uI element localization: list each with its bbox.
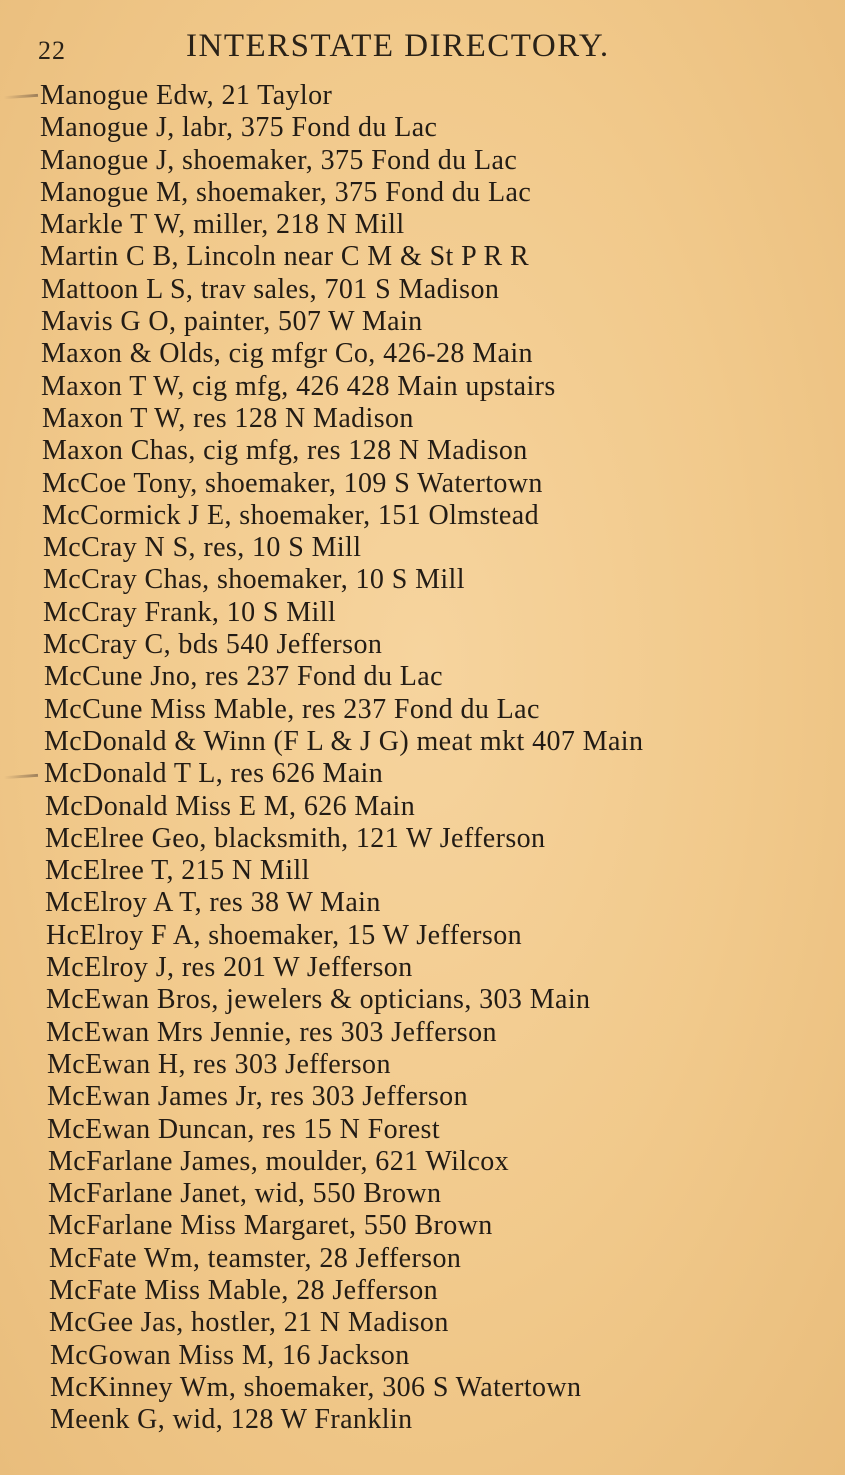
- directory-entry: Manogue J, labr, 375 Fond du Lac: [40, 112, 438, 144]
- directory-entry: McCray C, bds 540 Jefferson: [43, 629, 383, 661]
- directory-entry: Maxon T W, res 128 N Madison: [42, 402, 414, 434]
- directory-entry: McCray Chas, shoemaker, 10 S Mill: [43, 564, 465, 596]
- directory-entries: [0, 80, 845, 1436]
- directory-entry: McCoe Tony, shoemaker, 109 S Watertown: [42, 467, 543, 499]
- directory-entry: McElree Geo, blacksmith, 121 W Jefferson: [45, 822, 546, 854]
- directory-entry: McElroy A T, res 38 W Main: [45, 887, 381, 919]
- running-head: INTERSTATE DIRECTORY.: [186, 28, 610, 64]
- directory-entry: McCray Frank, 10 S Mill: [43, 596, 337, 628]
- directory-entry: McElroy J, res 201 W Jefferson: [46, 952, 413, 984]
- directory-entry: Mattoon L S, trav sales, 701 S Madison: [41, 273, 500, 305]
- directory-entry: Manogue Edw, 21 Taylor: [40, 80, 333, 111]
- directory-entry: McEwan Mrs Jennie, res 303 Jefferson: [46, 1016, 497, 1048]
- directory-entry: HcElroy F A, shoemaker, 15 W Jefferson: [46, 919, 522, 951]
- directory-entry: McDonald & Winn (F L & J G) meat mkt 407 Main: [44, 725, 644, 757]
- directory-entry: Maxon T W, cig mfg, 426 428 Main upstairs: [41, 370, 556, 402]
- directory-entry: McFarlane Janet, wid, 550 Brown: [48, 1178, 442, 1210]
- directory-entry: Mavis G O, painter, 507 W Main: [41, 306, 423, 338]
- directory-entry: McEwan Bros, jewelers & opticians, 303 Main: [46, 984, 591, 1016]
- directory-entry: Manogue M, shoemaker, 375 Fond du Lac: [40, 176, 532, 208]
- directory-entry: McFate Wm, teamster, 28 Jefferson: [49, 1242, 462, 1274]
- directory-entry: Maxon & Olds, cig mfgr Co, 426-28 Main: [41, 338, 533, 370]
- directory-entry: McGowan Miss M, 16 Jackson: [50, 1339, 410, 1371]
- directory-entry: Markle T W, miller, 218 N Mill: [40, 209, 405, 241]
- page-number: 22: [38, 36, 66, 65]
- directory-entry: McGee Jas, hostler, 21 N Madison: [49, 1307, 449, 1339]
- directory-entry: McFarlane Miss Margaret, 550 Brown: [48, 1210, 493, 1242]
- directory-entry: Martin C B, Lincoln near C M & St P R R: [40, 241, 530, 273]
- directory-entry: McFarlane James, moulder, 621 Wilcox: [48, 1145, 510, 1177]
- directory-entry: McCormick J E, shoemaker, 151 Olmstead: [42, 499, 539, 531]
- directory-entry: McDonald Miss E M, 626 Main: [45, 790, 416, 822]
- directory-entry: McEwan Duncan, res 15 N Forest: [47, 1113, 441, 1145]
- directory-entry: McFate Miss Mable, 28 Jefferson: [49, 1274, 439, 1306]
- directory-entry: McDonald T L, res 626 Main: [44, 758, 384, 790]
- directory-entry: McCune Jno, res 237 Fond du Lac: [44, 661, 443, 693]
- directory-entry: McKinney Wm, shoemaker, 306 S Watertown: [50, 1371, 582, 1403]
- directory-entry: McEwan H, res 303 Jefferson: [47, 1048, 391, 1080]
- directory-entry: Meenk G, wid, 128 W Franklin: [50, 1404, 413, 1436]
- directory-entry: McCray N S, res, 10 S Mill: [43, 532, 362, 564]
- directory-entry: Maxon Chas, cig mfg, res 128 N Madison: [42, 435, 528, 467]
- directory-entry: McElree T, 215 N Mill: [45, 855, 310, 887]
- directory-entry: Manogue J, shoemaker, 375 Fond du Lac: [40, 144, 518, 176]
- directory-entry: McCune Miss Mable, res 237 Fond du Lac: [44, 693, 540, 725]
- page-header: [38, 28, 818, 68]
- directory-entry: McEwan James Jr, res 303 Jefferson: [47, 1081, 468, 1113]
